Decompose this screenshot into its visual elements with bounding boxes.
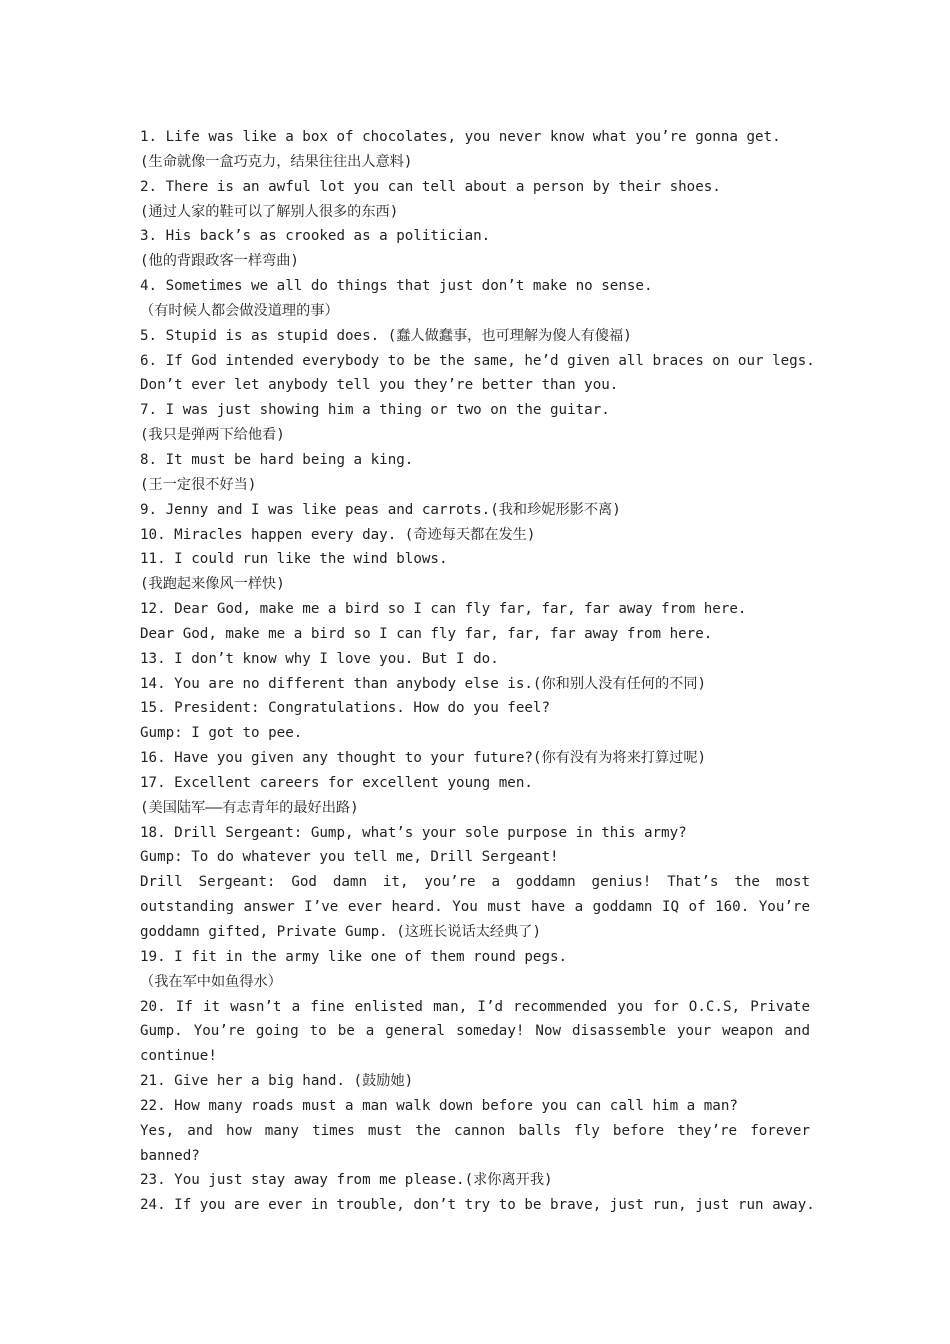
document-body (140, 125, 815, 1218)
text-line: 3. His back’s as crooked as a politician. (140, 228, 491, 245)
text-line: 22. How many roads must a man walk down before you can call him a man? (140, 1097, 738, 1114)
text-line: 6. If God intended everybody to be the same, he’d given all braces on our legs. (140, 352, 815, 369)
text-line: Gump: I got to pee. (140, 725, 303, 742)
text-line: (生命就像一盒巧克力，结果往往出人意料) (140, 153, 413, 170)
text-line: 17. Excellent careers for excellent young men. (140, 774, 533, 791)
text-line: 19. I fit in the army like one of them round pegs. (140, 948, 568, 965)
text-line: Gump: To do whatever you tell me, Drill Sergeant! (140, 849, 559, 866)
text-line: 20. If it wasn’t a fine enlisted man, I’d recommended you for O.C.S, Private (140, 998, 810, 1015)
text-line: 18. Drill Sergeant: Gump, what’s your sole purpose in this army? (140, 824, 687, 841)
text-line: 7. I was just showing him a thing or two on the guitar. (140, 402, 610, 419)
text-line: Yes, and how many times must the cannon balls fly before they’re forever (140, 1122, 810, 1139)
text-line: 5. Stupid is as stupid does. (蠢人做蠢事，也可理解为傻人有傻福) (140, 327, 632, 344)
text-line: (美国陆军——有志青年的最好出路) (140, 799, 359, 816)
text-line: (他的背跟政客一样弯曲) (140, 253, 299, 270)
text-line: 24. If you are ever in trouble, don’t try to be brave, just run, just run away. (140, 1197, 815, 1214)
text-line: 11. I could run like the wind blows. (140, 551, 448, 568)
text-line: 8. It must be hard being a king. (140, 451, 414, 468)
text-line: (我只是弹两下给他看) (140, 427, 285, 444)
text-line: 1. Life was like a box of chocolates, you never know what you’re gonna get. (140, 129, 781, 145)
text-line: 16. Have you given any thought to your future?(你有没有为将来打算过呢) (140, 750, 707, 767)
text-line: continue! (140, 1048, 217, 1065)
text-line: Gump. You’re going to be a general someday! Now disassemble your weapon and (140, 1023, 810, 1040)
text-line: 2. There is an awful lot you can tell about a person by their shoes. (140, 178, 721, 195)
text-line: Don’t ever let anybody tell you they’re better than you. (140, 377, 619, 394)
text-line: (通过人家的鞋可以了解别人很多的东西) (140, 203, 399, 220)
text-line: (我跑起来像风一样快) (140, 576, 285, 593)
text-line: 21. Give her a big hand. (鼓励她) (140, 1073, 414, 1090)
text-line: 23. You just stay away from me please.(求你离开我) (140, 1172, 553, 1189)
text-line: 10. Miracles happen every day. (奇迹每天都在发生) (140, 526, 536, 543)
text-line: 9. Jenny and I was like peas and carrots.(我和珍妮形影不离) (140, 501, 621, 518)
text-line: 15. President: Congratulations. How do you feel? (140, 700, 550, 717)
text-line: Drill Sergeant: God damn it, you’re a goddamn genius! That’s the most (140, 874, 810, 891)
text-line: outstanding answer I’ve ever heard. You must have a goddamn IQ of 160. You’re (140, 899, 810, 916)
text-line: 4. Sometimes we all do things that just don’t make no sense. (140, 278, 653, 295)
text-line: Dear God, make me a bird so I can fly far, far, far away from here. (140, 625, 713, 642)
text-line: 12. Dear God, make me a bird so I can fly far, far, far away from here. (140, 601, 747, 618)
text-line: （我在军中如鱼得水） (140, 973, 282, 990)
text-line: (王一定很不好当) (140, 476, 257, 493)
text-line: banned? (140, 1147, 200, 1164)
text-line: goddamn gifted, Private Gump. (这班长说话太经典了) (140, 924, 542, 940)
text-line: 13. I don’t know why I love you. But I do. (140, 650, 499, 667)
text-line: （有时候人都会做没道理的事） (140, 302, 339, 319)
text-line: 14. You are no different than anybody else is.(你和别人没有任何的不同) (140, 675, 707, 692)
